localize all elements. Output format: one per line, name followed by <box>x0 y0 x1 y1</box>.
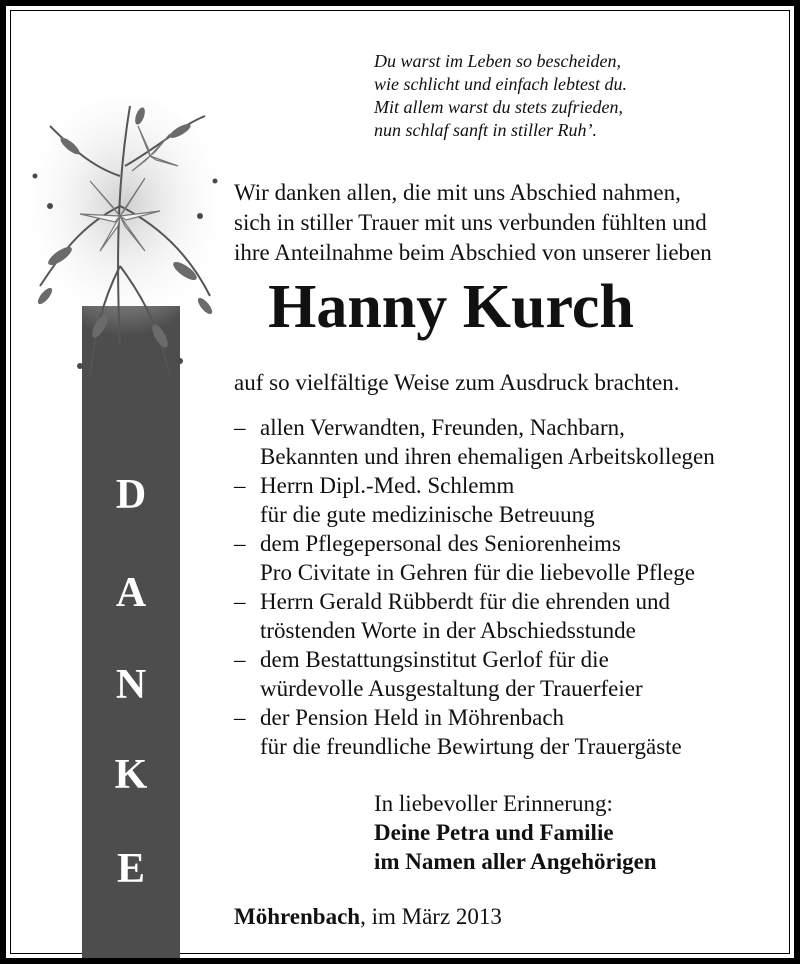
list-line: der Pension Held in Möhrenbach <box>260 705 565 730</box>
lily-flower-image <box>20 86 230 386</box>
list-line: dem Pflegepersonal des Seniorenheims <box>260 531 621 556</box>
list-dash: – <box>234 473 246 498</box>
intro-line: ihre Anteilnahme beim Abschied von unserer lieben <box>234 240 712 265</box>
poem-line: nun schlaf sanft in stiller Ruh’. <box>374 120 597 140</box>
danke-letter-a: A <box>115 570 147 616</box>
list-item <box>234 471 715 529</box>
list-line: für die freundliche Bewirtung der Trauergäste <box>260 734 682 759</box>
list-line: Herrn Gerald Rübberdt für die ehrenden und <box>260 589 671 614</box>
intro-line: sich in stiller Trauer mit uns verbunden fühlten und <box>234 210 707 235</box>
closing-line: In liebevoller Erinnerung: <box>374 791 613 816</box>
list-item <box>234 645 715 703</box>
list-line: würdevolle Ausgestaltung der Trauerfeier <box>260 676 643 701</box>
list-line: dem Bestattungsinstitut Gerlof für die <box>260 647 609 672</box>
list-line: für die gute medizinische Betreuung <box>260 502 595 527</box>
danke-letter-n: N <box>115 662 147 708</box>
danke-letter-d: D <box>115 472 147 518</box>
list-dash: – <box>234 415 246 440</box>
signature-line: Deine Petra und Familie <box>374 820 614 845</box>
after-name-text: auf so vielfältige Weise zum Ausdruck brachten. <box>234 370 680 395</box>
signature-line: im Namen aller Angehörigen <box>374 849 657 874</box>
list-dash: – <box>234 647 246 672</box>
deceased-name: Hanny Kurch <box>268 273 634 341</box>
poem-line: Du warst im Leben so bescheiden, <box>374 51 621 71</box>
list-item <box>234 413 715 471</box>
poem-line: Mit allem warst du stets zufrieden, <box>374 97 623 117</box>
place-city: Möhrenbach <box>234 904 361 929</box>
list-item <box>234 703 715 761</box>
list-item <box>234 529 715 587</box>
poem-line: wie schlicht und einfach lebtest du. <box>374 74 627 94</box>
list-dash: – <box>234 705 246 730</box>
danke-letter-k: K <box>114 752 148 798</box>
poem <box>374 50 627 142</box>
list-line: Bekannten und ihren ehemaligen Arbeitskollegen <box>260 444 715 469</box>
list-item <box>234 587 715 645</box>
thanks-list <box>234 413 715 761</box>
list-line: allen Verwandten, Freunden, Nachbarn, <box>260 415 625 440</box>
list-dash: – <box>234 531 246 556</box>
list-line: tröstenden Worte in der Abschiedsstunde <box>260 618 636 643</box>
danke-letter-e: E <box>116 846 145 892</box>
place-date <box>234 902 502 931</box>
place-date-text: , im März 2013 <box>360 904 502 929</box>
intro-text <box>234 178 794 268</box>
intro-line: Wir danken allen, die mit uns Abschied nahmen, <box>234 180 681 205</box>
list-line: Pro Civitate in Gehren für die liebevolle Pflege <box>260 560 695 585</box>
closing-block <box>374 789 657 876</box>
list-dash: – <box>234 589 246 614</box>
list-line: Herrn Dipl.-Med. Schlemm <box>260 473 515 498</box>
